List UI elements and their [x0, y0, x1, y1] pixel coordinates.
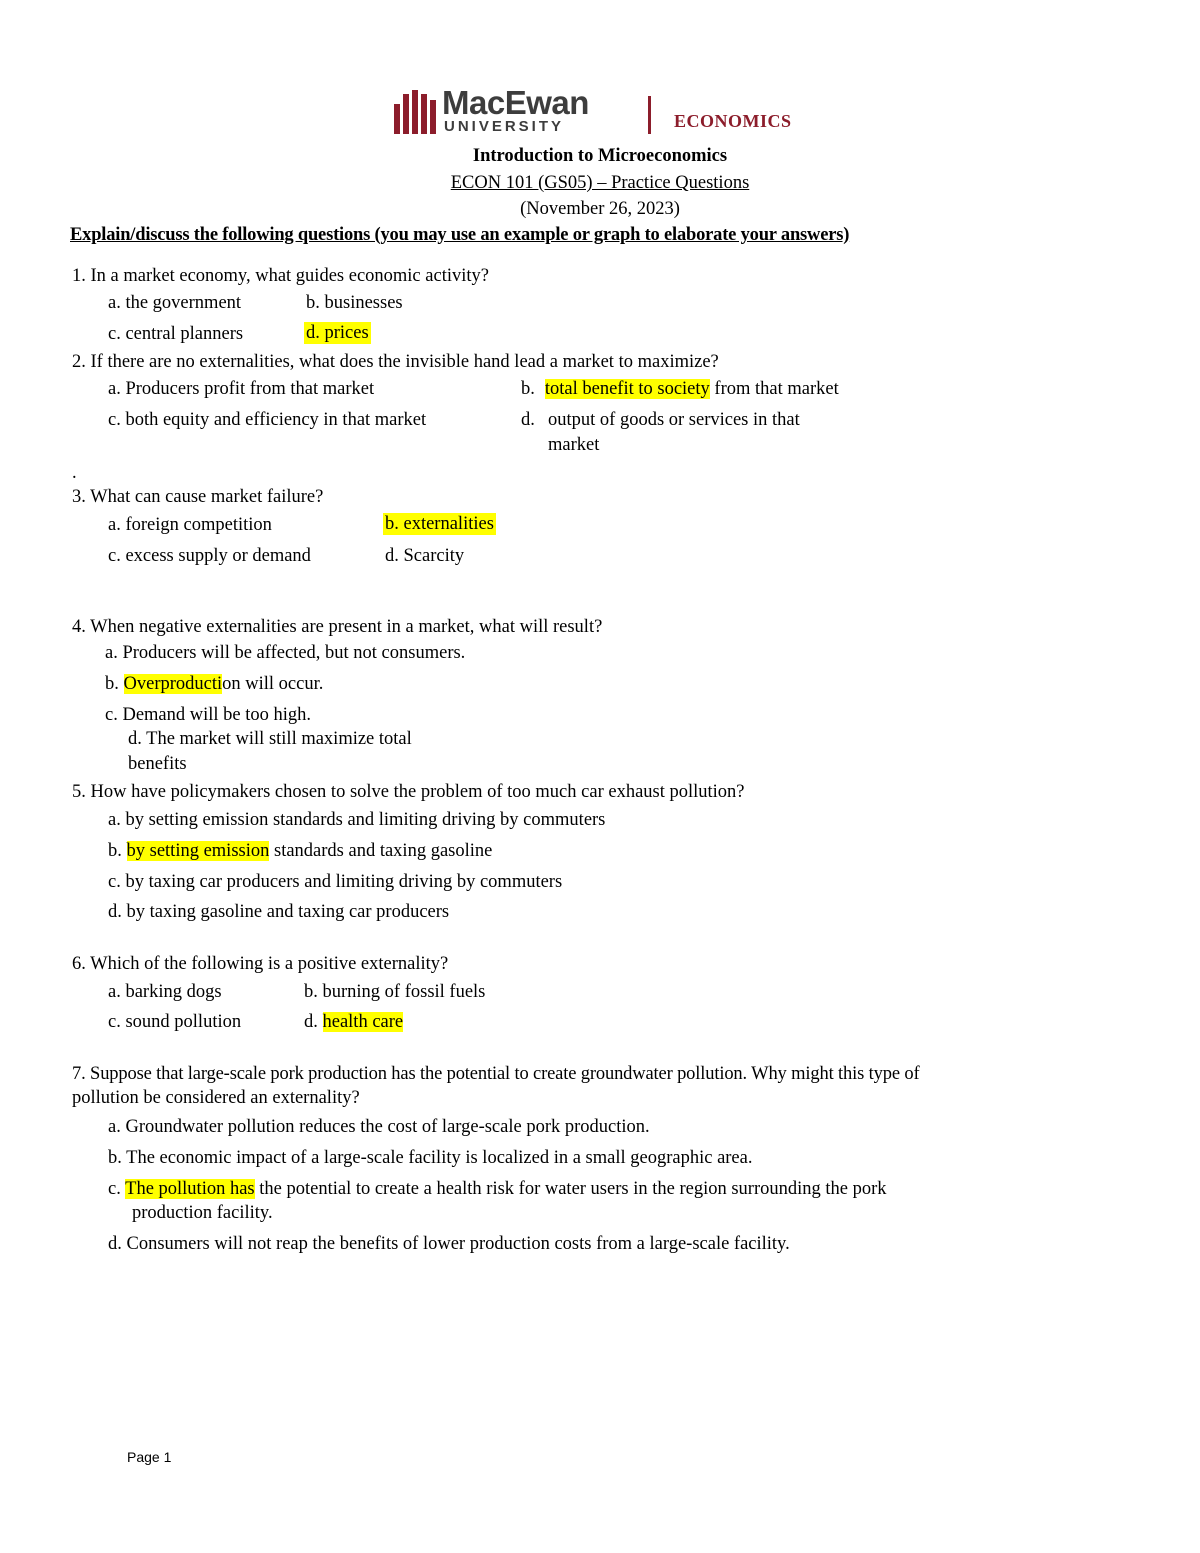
question-6-prompt: 6. Which of the following is a positive externality?: [72, 954, 449, 974]
question-1-prompt: 1. In a market economy, what guides economic activity?: [72, 266, 489, 286]
question-7-prompt-line1: 7. Suppose that large-scale pork production has the potential to create groundwater pollution. Why might this type of: [72, 1064, 920, 1084]
logo-divider: [648, 96, 651, 134]
q6-option-a: a. barking dogs: [108, 982, 222, 1002]
q5-option-d: d. by taxing gasoline and taxing car producers: [108, 902, 450, 922]
question-2-prompt: 2. If there are no externalities, what does the invisible hand lead a market to maximize?: [72, 352, 719, 372]
document-title: Introduction to Microeconomics: [472, 146, 728, 166]
q6-option-d-highlight: health care: [322, 1012, 404, 1032]
q7-option-c-rest: the potential to create a health risk for water users in the region surrounding the pork: [254, 1179, 887, 1199]
q3-option-c: c. excess supply or demand: [108, 546, 311, 566]
q5-option-c: c. by taxing car producers and limiting driving by commuters: [108, 872, 563, 892]
q1-option-b: b. businesses: [306, 293, 403, 313]
q1-option-a: a. the government: [108, 293, 242, 313]
question-5-prompt: 5. How have policymakers chosen to solve the problem of too much car exhaust pollution?: [72, 782, 745, 802]
q4-option-d-line1: d. The market will still maximize total: [128, 729, 412, 749]
q2-option-b-letter: b.: [521, 379, 535, 399]
macewan-economics-logo: [394, 84, 814, 140]
question-4-prompt: 4. When negative externalities are present in a market, what will result?: [72, 617, 603, 637]
q2-option-b: [521, 378, 839, 400]
macewan-logo-mark-icon: [394, 90, 438, 134]
q7-option-d: d. Consumers will not reap the benefits of lower production costs from a large-scale facility.: [108, 1234, 790, 1254]
page-number: Page 1: [127, 1449, 172, 1465]
stray-dot: .: [72, 463, 77, 483]
question-3-prompt: 3. What can cause market failure?: [72, 487, 324, 507]
q3-option-d: d. Scarcity: [385, 546, 465, 566]
q6-option-c: c. sound pollution: [108, 1012, 242, 1032]
q2-option-d-letter: d.: [521, 410, 535, 430]
q2-option-d-line1: output of goods or services in that: [548, 410, 800, 430]
question-7-prompt-line2: pollution be considered an externality?: [72, 1088, 360, 1108]
q6-option-b: b. burning of fossil fuels: [304, 982, 486, 1002]
logo-department: ECONOMICS: [674, 111, 792, 131]
q5-option-b: [108, 840, 492, 862]
q1-option-d-highlight: d. prices: [306, 323, 369, 343]
q2-option-a: a. Producers profit from that market: [108, 379, 375, 399]
q2-option-b-highlight: total benefit to society: [544, 379, 710, 399]
q4-option-d-line2: benefits: [128, 754, 187, 774]
logo-university: UNIVERSITY: [444, 118, 565, 135]
q3-option-a: a. foreign competition: [108, 515, 272, 535]
q7-option-c-line2: production facility.: [132, 1203, 273, 1223]
q2-option-c: c. both equity and efficiency in that market: [108, 410, 427, 430]
q3-option-b-highlight: b. externalities: [385, 514, 494, 534]
q4-option-b-letter: b.: [105, 674, 124, 694]
q6-option-d-letter: d.: [304, 1012, 323, 1032]
q7-option-c-highlight: The pollution has: [125, 1179, 255, 1199]
q7-option-a: a. Groundwater pollution reduces the cost of large-scale pork production.: [108, 1117, 650, 1137]
q1-option-c: c. central planners: [108, 324, 244, 344]
instructions: Explain/discuss the following questions (you may use an example or graph to elaborate your answers): [70, 225, 850, 245]
course-subtitle: ECON 101 (GS05) – Practice Questions: [450, 173, 750, 193]
q2-option-b-rest: from that market: [709, 379, 839, 399]
q4-option-b: [105, 673, 323, 695]
q7-option-c-letter: c.: [108, 1179, 126, 1199]
q4-option-c: c. Demand will be too high.: [105, 705, 312, 725]
q5-option-b-highlight: by setting emission: [126, 841, 270, 861]
q4-option-b-rest: on will occur.: [222, 674, 324, 694]
q5-option-a: a. by setting emission standards and limiting driving by commuters: [108, 810, 606, 830]
q7-option-b: b. The economic impact of a large-scale facility is localized in a small geographic area.: [108, 1148, 753, 1168]
logo-wordmark: MacEwan: [442, 84, 589, 121]
q2-option-d-line2: market: [548, 435, 600, 455]
q5-option-b-letter: b.: [108, 841, 127, 861]
document-date: (November 26, 2023): [520, 199, 680, 219]
q4-option-a: a. Producers will be affected, but not consumers.: [105, 643, 466, 663]
q6-option-d: [304, 1011, 403, 1033]
q7-option-c: [108, 1178, 887, 1200]
q4-option-b-highlight: Overproducti: [123, 674, 223, 694]
q5-option-b-rest: standards and taxing gasoline: [269, 841, 493, 861]
